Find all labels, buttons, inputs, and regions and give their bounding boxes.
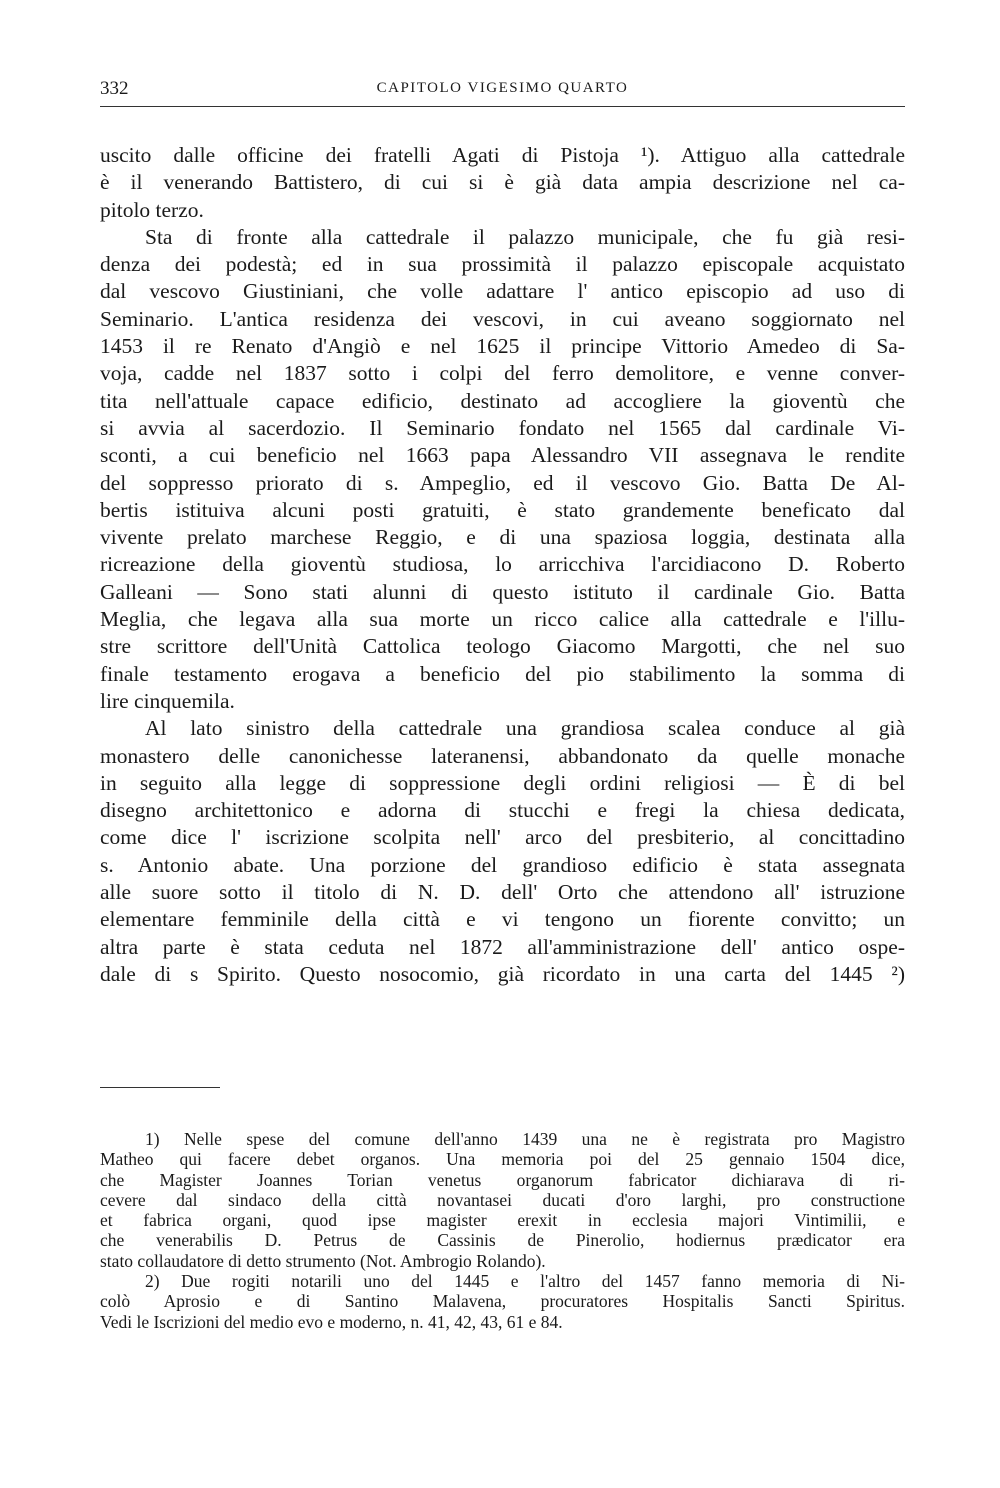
footnote-line: Vedi le Iscrizioni del medio evo e moderno, n. 41, 42, 43, 61 e 84. (100, 1311, 563, 1332)
text-line: monastero delle canonichesse lateranensi, abbandonato da quelle monache (100, 743, 905, 768)
text-line: Al lato sinistro della cattedrale una grandiosa scalea conduce al già (145, 716, 905, 741)
text-line: in seguito alla legge di soppressione degli ordini religiosi — È di bel (100, 770, 905, 795)
footnote-line: che venerabilis D. Petrus de Cassinis de Pinerolio, hodiernus prædicator era (100, 1230, 905, 1251)
footnote-line: che Magister Joannes Torian venetus organorum fabricator dichiarava di ri- (100, 1169, 905, 1190)
text-line: Meglia, che legava alla sua morte un ricco calice alla cattedrale e l'illu- (100, 607, 905, 632)
page-number: 332 (100, 78, 129, 99)
text-line: lire cinquemila. (100, 688, 235, 713)
text-line: s. Antonio abate. Una porzione del grandioso edificio è stata assegnata (100, 852, 905, 877)
running-head (100, 78, 905, 102)
text-line: tita nell'attuale capace edificio, destinato ad accogliere la gioventù che (100, 388, 905, 413)
book-page (100, 0, 905, 1488)
text-line: bertis istituiva alcuni posti gratuiti, è stato grandemente beneficato dal (100, 497, 905, 522)
text-line: del soppresso priorato di s. Ampeglio, ed il vescovo Gio. Batta De Al- (100, 470, 905, 495)
text-line: voja, cadde nel 1837 sotto i colpi del ferro demolitore, e venne conver- (100, 361, 905, 386)
text-line: dal vescovo Giustiniani, che volle adattare l' antico episcopio ad uso di (100, 279, 905, 304)
footnote-line: stato collaudatore di detto strumento (Not. Ambrogio Rolando). (100, 1250, 546, 1271)
text-line: altra parte è stata ceduta nel 1872 all'amministrazione dell' antico ospe- (100, 934, 905, 959)
text-line: stre scrittore dell'Unità Cattolica teologo Giacomo Margotti, che nel suo (100, 634, 905, 659)
text-line: alle suore sotto il titolo di N. D. dell' Orto che attendono all' istruzione (100, 880, 905, 905)
footnote-line: colò Aprosio e di Santino Malavena, procuratores Hospitalis Sancti Spiritus. (100, 1291, 905, 1312)
text-line: denza dei podestà; ed in sua prossimità il palazzo episcopale acquistato (100, 252, 905, 277)
text-line: come dice l' iscrizione scolpita nell' arco del presbiterio, al concittadino (100, 825, 905, 850)
footnote-line: cevere dal sindaco della città novantasei ducati d'oro larghi, pro constructione (100, 1189, 905, 1210)
text-line: dale di s Spirito. Questo nosocomio, già ricordato in una carta del 1445 ²) (100, 961, 905, 986)
footnote-line: et fabrica organi, quod ipse magister erexit in ecclesia majori Vintimilii, e (100, 1210, 905, 1231)
body-text (100, 142, 905, 988)
text-line: sconti, a cui beneficio nel 1663 papa Alessandro VII assegnava le rendite (100, 443, 905, 468)
footnotes (100, 1129, 905, 1332)
text-line: uscito dalle officine dei fratelli Agati di Pistoja ¹). Attiguo alla cattedrale (100, 143, 905, 167)
footnote-line: 2) Due rogiti notarili uno del 1445 e l'altro del 1457 fanno memoria di Ni- (145, 1271, 905, 1292)
footnote-line: 1) Nelle spese del comune dell'anno 1439 una ne è registrata pro Magistro (145, 1129, 905, 1149)
header-rule (100, 106, 905, 107)
text-line: elementare femminile della città e vi tengono un fiorente convitto; un (100, 907, 905, 932)
footnote-line: Matheo qui facere debet organos. Una memoria poi del 25 gennaio 1504 dice, (100, 1149, 905, 1170)
text-line: Sta di fronte alla cattedrale il palazzo municipale, che fu già resi- (145, 224, 905, 249)
text-line: ricreazione della gioventù studiosa, lo arricchiva l'arcidiacono D. Roberto (100, 552, 905, 577)
text-line: finale testamento erogava a beneficio del pio stabilimento la somma di (100, 661, 905, 686)
text-line: è il venerando Battistero, di cui si è già data ampia descrizione nel ca- (100, 170, 905, 195)
text-line: 1453 il re Renato d'Angiò e nel 1625 il principe Vittorio Amedeo di Sa- (100, 334, 905, 359)
text-line: Seminario. L'antica residenza dei vescovi, in cui aveano soggiornato nel (100, 306, 905, 331)
text-line: Galleani — Sono stati alunni di questo istituto il cardinale Gio. Batta (100, 579, 905, 604)
running-title: CAPITOLO VIGESIMO QUARTO (376, 80, 629, 96)
text-line: disegno architettonico e adorna di stucchi e fregi la chiesa dedicata, (100, 798, 905, 823)
text-line: vivente prelato marchese Reggio, e di una spaziosa loggia, destinata alla (100, 525, 905, 550)
text-line: pitolo terzo. (100, 197, 204, 222)
text-line: si avvia al sacerdozio. Il Seminario fondato nel 1565 dal cardinale Vi- (100, 415, 905, 440)
footnote-separator (100, 1087, 220, 1088)
